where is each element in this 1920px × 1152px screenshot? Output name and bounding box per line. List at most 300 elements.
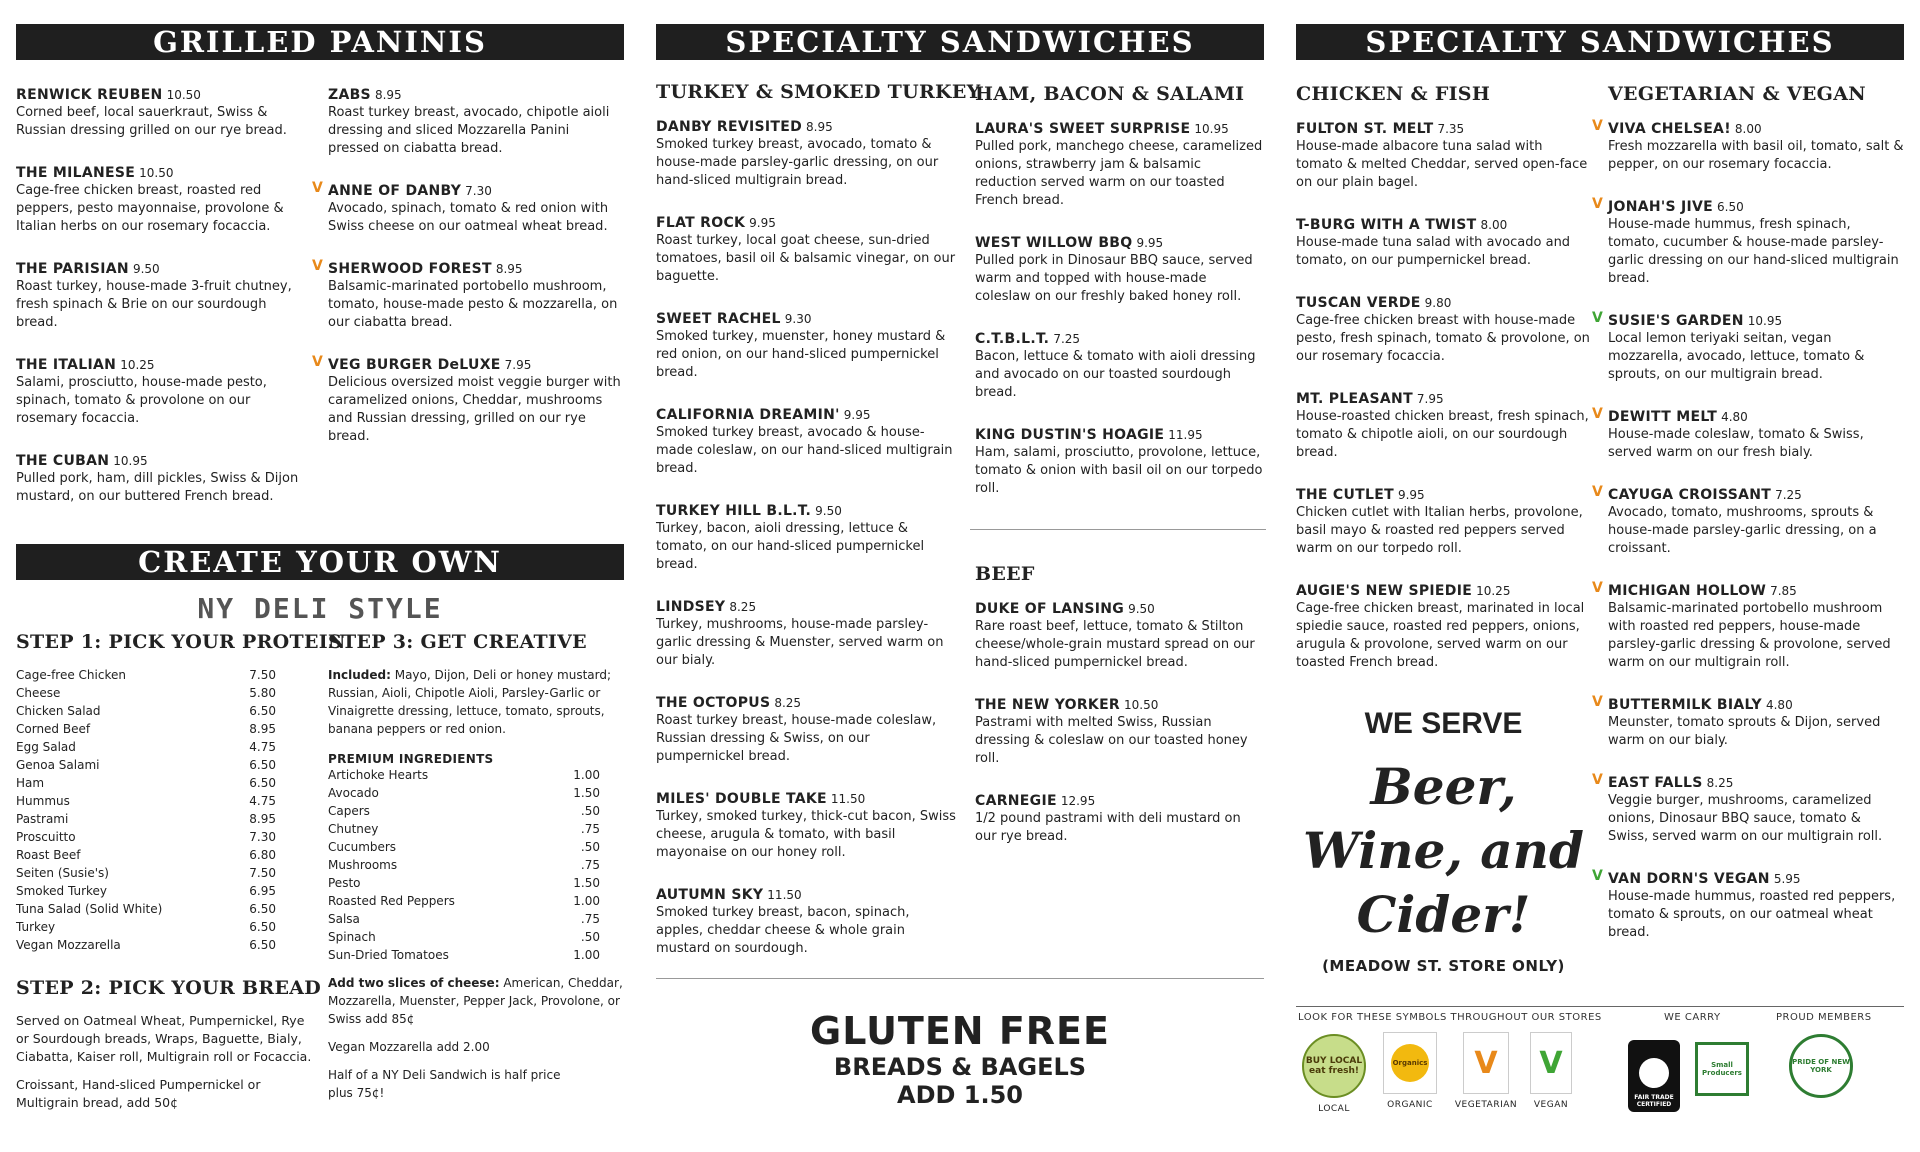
menu-item-price: 9.95 — [1136, 236, 1164, 250]
menu-item — [1592, 580, 1904, 672]
menu-item-title — [16, 450, 311, 470]
menu-item-title — [1608, 484, 1904, 504]
price-row-name: Tuna Salad (Solid White) — [16, 902, 163, 916]
step2-title: STEP 2: PICK YOUR BREAD — [16, 977, 322, 999]
vegetarian-icon: V — [312, 180, 323, 196]
menu-item — [1592, 484, 1904, 558]
price-row — [328, 820, 600, 838]
menu-item-description: House-made albacore tuna salad with tomato & melted Cheddar, served open-face on our plain bagel. — [1296, 139, 1588, 190]
menu-item-name: THE ITALIAN — [16, 357, 117, 373]
vegetarian-icon: V — [1592, 580, 1603, 596]
menu-item-description: Meunster, tomato sprouts & Dijon, served warm on our bialy. — [1608, 715, 1881, 748]
menu-item-price: 8.95 — [495, 262, 523, 276]
menu-item-description: Fresh mozzarella with basil oil, tomato, salt & pepper, on our rosemary focaccia. — [1608, 139, 1904, 172]
menu-item-price: 11.50 — [767, 888, 802, 902]
menu-item — [16, 354, 311, 428]
chicken-title: CHICKEN & FISH — [1296, 83, 1491, 105]
menu-item — [975, 328, 1265, 402]
proud-members-heading: PROUD MEMBERS — [1776, 1012, 1872, 1023]
menu-item-title — [975, 232, 1265, 252]
veg-list — [1592, 118, 1904, 942]
menu-item-name: THE MILANESE — [16, 165, 136, 181]
menu-item-name: LINDSEY — [656, 599, 726, 615]
menu-item — [16, 258, 311, 332]
menu-item — [1296, 292, 1591, 366]
menu-item-description: Roast turkey, local goat cheese, sun-dried tomatoes, basil oil & balsamic vinegar, on our baguette. — [656, 233, 956, 284]
menu-item-description: Pulled pork, ham, dill pickles, Swiss & Dijon mustard, on our buttered French bread. — [16, 471, 299, 504]
menu-item-description: Turkey, bacon, aioli dressing, lettuce & tomato, on our hand-sliced pumpernickel bread. — [656, 521, 925, 572]
price-row-name: Proscuitto — [16, 830, 76, 844]
menu-item-name: AUTUMN SKY — [656, 887, 764, 903]
menu-item-price: 7.30 — [465, 184, 492, 198]
premium-title: PREMIUM INGREDIENTS — [328, 752, 494, 766]
vegetarian-icon: V — [312, 354, 323, 370]
beef-list — [975, 598, 1265, 846]
price-row-value: 1.00 — [573, 948, 600, 962]
price-row — [328, 766, 600, 784]
price-row — [328, 874, 600, 892]
menu-item-price: 7.25 — [1775, 488, 1802, 502]
menu-item — [975, 232, 1265, 306]
menu-item-name: THE NEW YORKER — [975, 697, 1121, 713]
cheese-label: Add two slices of cheese: — [328, 976, 500, 990]
menu-item-description: Roast turkey, house-made 3-fruit chutney, fresh spinach & Brie on our sourdough bread. — [16, 279, 292, 330]
menu-item-price: 9.95 — [1397, 488, 1425, 502]
menu-item — [656, 116, 956, 190]
menu-item — [656, 596, 956, 670]
ham-list — [975, 118, 1265, 498]
menu-item-title — [1608, 868, 1904, 888]
vegetarian-caption: VEGETARIAN — [1454, 1100, 1518, 1110]
menu-item — [1592, 310, 1904, 384]
menu-item-name: THE CUBAN — [16, 453, 110, 469]
menu-item-description: Cage-free chicken breast, roasted red peppers, pesto mayonnaise, provolone & Italian herbs on our rosemary focaccia. — [16, 183, 284, 234]
price-row — [16, 756, 276, 774]
menu-item-price: 9.30 — [784, 312, 812, 326]
menu-item-title — [656, 212, 956, 232]
included-body: Mayo, Dijon, Deli or honey mustard; Russian, Aioli, Chipotle Aioli, Parsley-Garlic or Vinaigrette dressing, lettuce, tomato, sprouts, banana peppers or red onion. — [328, 668, 612, 736]
local-symbol — [1300, 1034, 1368, 1114]
price-row-value: .75 — [580, 822, 600, 836]
menu-item-price: 9.80 — [1424, 296, 1452, 310]
menu-item — [328, 84, 624, 158]
step1-title: STEP 1: PICK YOUR PROTEIN — [16, 631, 346, 653]
gf-subtitle: BREADS & BAGELS — [833, 1053, 1087, 1081]
menu-item — [1592, 772, 1904, 846]
menu-item-price: 5.95 — [1773, 872, 1801, 886]
price-row-value: 4.75 — [249, 740, 276, 754]
vegetarian-icon: V — [1592, 118, 1603, 134]
menu-item — [656, 788, 956, 862]
menu-item-title — [1608, 310, 1904, 330]
menu-item-title — [656, 404, 956, 424]
step3-title: STEP 3: GET CREATIVE — [328, 631, 587, 653]
menu-item-name: THE CUTLET — [1296, 487, 1394, 503]
menu-item-description: Smoked turkey, muenster, honey mustard & red onion, on our hand-sliced pumpernickel bread. — [656, 329, 946, 380]
price-row-name: Salsa — [328, 912, 360, 926]
menu-item-price: 7.85 — [1770, 584, 1797, 598]
price-row-value: 5.80 — [249, 686, 276, 700]
price-row-value: 7.30 — [249, 830, 276, 844]
paninis-banner: GRILLED PANINIS — [16, 24, 624, 60]
vegan-mozz-text: Vegan Mozzarella add 2.00 — [328, 1040, 490, 1054]
menu-item-title — [1608, 406, 1904, 426]
menu-item-name: VIVA CHELSEA! — [1608, 121, 1731, 137]
menu-item-description: Rare roast beef, lettuce, tomato & Stilton cheese/whole-grain mustard spread on our hand-sliced pumpernickel bread. — [975, 619, 1255, 670]
divider — [1296, 1006, 1904, 1007]
create-banner: CREATE YOUR OWN — [16, 544, 624, 580]
paninis-right-list — [312, 84, 624, 468]
menu-item-name: WEST WILLOW BBQ — [975, 235, 1133, 251]
turkey-title: TURKEY & SMOKED TURKEY — [656, 81, 981, 103]
menu-item-price: 10.25 — [120, 358, 155, 372]
organic-caption: ORGANIC — [1387, 1100, 1433, 1110]
price-row-value: 7.50 — [249, 668, 276, 682]
price-row-name: Chicken Salad — [16, 704, 101, 718]
menu-item-name: EAST FALLS — [1608, 775, 1703, 791]
paninis-left-list — [16, 84, 311, 528]
menu-item-name: CALIFORNIA DREAMIN' — [656, 407, 840, 423]
menu-item-title — [656, 500, 956, 520]
menu-item-price: 9.50 — [132, 262, 160, 276]
menu-item — [16, 162, 311, 236]
menu-item-name: KING DUSTIN'S HOAGIE — [975, 427, 1165, 443]
menu-item-title — [16, 84, 311, 104]
menu-item-title — [656, 884, 956, 904]
menu-item-price: 6.50 — [1717, 200, 1744, 214]
turkey-section — [656, 80, 981, 980]
menu-item-price: 10.95 — [113, 454, 148, 468]
price-row-name: Ham — [16, 776, 45, 790]
menu-item-name: MICHIGAN HOLLOW — [1608, 583, 1767, 599]
menu-item — [312, 258, 624, 332]
included-label: Included: — [328, 668, 391, 682]
symbols-heading: LOOK FOR THESE SYMBOLS THROUGHOUT OUR STORES — [1298, 1012, 1602, 1023]
menu-item-name: SWEET RACHEL — [656, 311, 781, 327]
menu-item — [1592, 118, 1904, 174]
price-row — [328, 928, 600, 946]
menu-item-description: Avocado, spinach, tomato & red onion with Swiss cheese on our oatmeal wheat bread. — [328, 201, 609, 234]
price-row-value: 1.00 — [573, 894, 600, 908]
turkey-list — [656, 116, 956, 958]
menu-item-description: Salami, prosciutto, house-made pesto, spinach, tomato & provolone on our rosemary focaccia. — [16, 375, 267, 426]
divider — [970, 529, 1266, 530]
column-specialty-2 — [1296, 24, 1904, 1114]
menu-item-price: 7.95 — [1416, 392, 1444, 406]
price-row — [328, 838, 600, 856]
menu-item-price: 9.50 — [815, 504, 842, 518]
protein-table — [16, 666, 276, 954]
menu-item-name: FULTON ST. MELT — [1296, 121, 1434, 137]
menu-item-name: MT. PLEASANT — [1296, 391, 1413, 407]
menu-item — [656, 884, 956, 958]
vegetarian-icon: V — [312, 258, 323, 274]
menu-item-description: Roast turkey breast, avocado, chipotle aioli dressing and sliced Mozzarella Panini pressed on ciabatta bread. — [328, 105, 610, 156]
price-row-value: 8.95 — [249, 722, 276, 736]
menu-item — [656, 692, 956, 766]
price-row — [16, 666, 276, 684]
price-row-value: .75 — [580, 912, 600, 926]
menu-item-price: 4.80 — [1765, 698, 1793, 712]
menu-item-price: 9.95 — [843, 408, 871, 422]
menu-item — [975, 694, 1265, 768]
menu-item-description: Balsamic-marinated portobello mushroom with roasted red peppers, house-made parsley-garlic dressing & provolone, served warm on our multigrain roll. — [1608, 601, 1891, 670]
menu-item-price: 8.95 — [806, 120, 833, 134]
menu-item-description: Smoked turkey breast, bacon, spinach, apples, cheddar cheese & whole grain mustard on sourdough. — [656, 905, 910, 956]
price-row-value: 6.95 — [249, 884, 276, 898]
menu-item-description: House-made coleslaw, tomato & Swiss, served warm on our fresh bialy. — [1608, 427, 1864, 460]
leaf-v-icon: V — [1539, 1045, 1563, 1081]
menu-item — [1296, 580, 1591, 672]
menu-item-description: House-roasted chicken breast, fresh spinach, tomato & chipotle aioli, on our sourdough bread. — [1296, 409, 1589, 460]
price-row-name: Smoked Turkey — [16, 884, 108, 898]
menu-item-name: LAURA'S SWEET SURPRISE — [975, 121, 1191, 137]
menu-item-title — [1296, 292, 1591, 312]
price-row-name: Roast Beef — [16, 848, 81, 862]
price-row-name: Chutney — [328, 822, 379, 836]
menu-item-title — [1296, 388, 1591, 408]
menu-item-name: T-BURG WITH A TWIST — [1296, 217, 1477, 233]
organic-icon — [1383, 1032, 1437, 1094]
organic-symbol — [1380, 1032, 1440, 1110]
menu-item-title — [656, 596, 956, 616]
menu-item-name: VEG BURGER DeLUXE — [328, 357, 501, 373]
pride-of-ny-symbol — [1786, 1034, 1856, 1098]
menu-item — [1296, 214, 1591, 270]
menu-item-name: DANBY REVISITED — [656, 119, 803, 135]
menu-item-title — [975, 424, 1265, 444]
price-row-name: Cheese — [16, 686, 61, 700]
price-row — [328, 784, 600, 802]
menu-item-description: Cage-free chicken breast with house-made pesto, fresh spinach, tomato & provolone, on our rosemary focaccia. — [1296, 313, 1590, 364]
step2-text: Served on Oatmeal Wheat, Pumpernickel, Rye or Sourdough breads, Wraps, Baguette, Bialy, Ciabatta, Kaiser roll, Multigrain roll or Focaccia. — [16, 1013, 312, 1064]
pride-of-ny-icon: PRIDE OF NEW YORK — [1789, 1034, 1853, 1098]
price-row-value: 1.50 — [573, 876, 600, 890]
organic-label: Organics — [1391, 1044, 1429, 1082]
menu-item-price: 8.00 — [1480, 218, 1508, 232]
menu-item-name: RENWICK REUBEN — [16, 87, 163, 103]
vegan-icon: V — [1592, 310, 1603, 326]
buy-local-icon: BUY LOCAL eat fresh! — [1302, 1034, 1366, 1098]
price-row-name: Avocado — [328, 786, 379, 800]
menu-item-description: Chicken cutlet with Italian herbs, provolone, basil mayo & roasted red peppers served warm on our torpedo roll. — [1296, 505, 1583, 556]
menu-item-price: 10.50 — [166, 88, 201, 102]
menu-item-description: House-made tuna salad with avocado and tomato, on our pumpernickel bread. — [1296, 235, 1571, 268]
menu-item-title — [1608, 580, 1904, 600]
price-row-name: Seiten (Susie's) — [16, 866, 109, 880]
menu-item-price: 8.00 — [1734, 122, 1762, 136]
cheese-body: American, Cheddar, Mozzarella, Muenster, Pepper Jack, Provolone, or Swiss add 85¢ — [328, 976, 623, 1026]
menu-item-title — [975, 790, 1265, 810]
menu-item-name: BUTTERMILK BIALY — [1608, 697, 1762, 713]
menu-item-description: House-made hummus, fresh spinach, tomato, cucumber & house-made parsley-garlic dressing on our hand-sliced multigrain bread. — [1608, 217, 1899, 286]
vegetarian-icon — [1463, 1032, 1509, 1094]
fair-trade-symbol — [1626, 1040, 1682, 1112]
price-row-name: Artichoke Hearts — [328, 768, 429, 782]
menu-item-title — [1296, 118, 1591, 138]
veg-title: VEGETARIAN & VEGAN — [1608, 83, 1866, 105]
gluten-free-block — [656, 1009, 1264, 1109]
price-row-value: 6.80 — [249, 848, 276, 862]
menu-item-title — [1296, 214, 1591, 234]
menu-item-description: Pulled pork, manchego cheese, caramelized onions, strawberry jam & balsamic reduction served warm on our toasted French bread. — [975, 139, 1263, 208]
premium-table — [328, 766, 600, 964]
beef-title: BEEF — [975, 563, 1035, 585]
create-subtitle: NY DELI STYLE — [197, 592, 443, 625]
menu-item-name: MILES' DOUBLE TAKE — [656, 791, 827, 807]
price-row-value: .50 — [580, 840, 600, 854]
menu-item-title — [1296, 580, 1591, 600]
price-row-value: .50 — [580, 930, 600, 944]
vegetarian-icon: V — [1592, 196, 1603, 212]
menu-item-price: 8.95 — [374, 88, 402, 102]
menu-item-title — [16, 162, 311, 182]
price-row — [16, 936, 276, 954]
price-row-name: Mushrooms — [328, 858, 398, 872]
we-serve-title: WE SERVE — [1364, 707, 1523, 740]
price-row — [328, 802, 600, 820]
price-row-name: Hummus — [16, 794, 70, 808]
price-row — [16, 828, 276, 846]
menu-item-price: 9.95 — [749, 216, 776, 230]
price-row-name: Pastrami — [16, 812, 69, 826]
price-row-value: .50 — [580, 804, 600, 818]
menu-item-name: THE OCTOPUS — [656, 695, 771, 711]
menu-item — [656, 500, 956, 574]
step2-addon: Croissant, Hand-sliced Pumpernickel or Multigrain bread, add 50¢ — [16, 1077, 261, 1110]
menu-item — [1296, 484, 1591, 558]
fair-trade-label: FAIR TRADE CERTIFIED — [1634, 1094, 1674, 1108]
menu-item-name: C.T.B.L.T. — [975, 331, 1050, 347]
menu-item — [16, 450, 311, 506]
price-row — [16, 810, 276, 828]
menu-item-name: SHERWOOD FOREST — [328, 261, 492, 277]
menu-item — [312, 354, 624, 446]
price-row-value: 8.95 — [249, 812, 276, 826]
menu-item — [656, 404, 956, 478]
menu-item-description: Roast turkey breast, house-made coleslaw, Russian dressing & Swiss, on our pumpernickel bread. — [656, 713, 937, 764]
vegan-caption: VEGAN — [1533, 1100, 1569, 1110]
menu-item-name: DEWITT MELT — [1608, 409, 1718, 425]
vegan-icon — [1530, 1032, 1572, 1094]
vegetarian-icon: V — [1592, 406, 1603, 422]
menu-item-price: 11.95 — [1168, 428, 1203, 442]
menu-item-description: 1/2 pound pastrami with deli mustard on our rye bread. — [975, 811, 1241, 844]
menu-item-title — [1608, 694, 1904, 714]
price-row-value: 4.75 — [249, 794, 276, 808]
column-paninis — [16, 24, 624, 1110]
price-row-value: 7.50 — [249, 866, 276, 880]
chicken-section — [1296, 82, 1591, 694]
price-row-name: Spinach — [328, 930, 376, 944]
menu-item-price: 7.25 — [1053, 332, 1081, 346]
price-row-value: 6.50 — [249, 938, 276, 952]
menu-item-name: ZABS — [328, 87, 371, 103]
menu-item-title — [656, 308, 956, 328]
price-row-name: Pesto — [328, 876, 361, 890]
menu-item-title — [1296, 484, 1591, 504]
menu-item-price: 8.25 — [774, 696, 802, 710]
menu-item-price: 10.50 — [139, 166, 174, 180]
menu-item-title — [656, 116, 956, 136]
menu-item-name: TUSCAN VERDE — [1296, 295, 1421, 311]
menu-item-name: ANNE OF DANBY — [328, 183, 462, 199]
menu-item-name: CAYUGA CROISSANT — [1608, 487, 1772, 503]
price-row-value: 6.50 — [249, 902, 276, 916]
price-row-value: 1.50 — [573, 786, 600, 800]
price-row-name: Roasted Red Peppers — [328, 894, 455, 908]
menu-item-description: Local lemon teriyaki seitan, vegan mozzarella, avocado, lettuce, tomato & sprouts, on our multigrain bread. — [1608, 331, 1865, 382]
we-serve-script: Beer, Wine, and Cider! — [1303, 757, 1584, 944]
gf-title: GLUTEN FREE — [810, 1009, 1110, 1053]
price-row — [328, 910, 600, 928]
menu-item-name: JONAH'S JIVE — [1608, 199, 1714, 215]
price-row-name: Genoa Salami — [16, 758, 100, 772]
price-row — [16, 738, 276, 756]
price-row — [16, 900, 276, 918]
price-row-name: Vegan Mozzarella — [16, 938, 121, 952]
menu-item-price: 11.50 — [830, 792, 866, 806]
menu-item-price: 10.95 — [1194, 122, 1229, 136]
price-row — [16, 918, 276, 936]
price-row-name: Turkey — [16, 920, 56, 934]
fair-trade-icon — [1628, 1040, 1680, 1112]
price-row — [16, 720, 276, 738]
menu-item-title — [975, 598, 1265, 618]
menu-item — [1592, 694, 1904, 750]
vegan-icon: V — [1592, 868, 1603, 884]
menu-item — [975, 424, 1265, 498]
menu-item-title — [328, 354, 624, 374]
menu-item — [975, 598, 1265, 672]
menu-item-description: Pulled pork in Dinosaur BBQ sauce, served warm and topped with house-made coleslaw on our freshly baked honey roll. — [975, 253, 1253, 304]
menu-item — [656, 308, 956, 382]
menu-item-title — [656, 692, 956, 712]
included-text — [328, 666, 624, 738]
menu-item-description: Cage-free chicken breast, marinated in local spiedie sauce, roasted red peppers, onions, arugula & provolone, served warm on our toasted French bread. — [1296, 601, 1585, 670]
chicken-list — [1296, 118, 1591, 672]
vegan-symbol — [1526, 1032, 1576, 1110]
menu-item-title — [328, 180, 624, 200]
carrot-icon: V — [1474, 1045, 1498, 1081]
price-row — [16, 702, 276, 720]
vegetarian-icon: V — [1592, 484, 1603, 500]
step2-section — [16, 976, 322, 1112]
menu-item-price: 9.50 — [1128, 602, 1155, 616]
menu-item-title — [975, 694, 1265, 714]
menu-item-description: Delicious oversized moist veggie burger with caramelized onions, Cheddar, mushrooms and Russian dressing, grilled on our rye bread. — [328, 375, 621, 444]
menu-item — [975, 118, 1265, 210]
menu-item — [1592, 196, 1904, 288]
menu-item-description: Pastrami with melted Swiss, Russian dressing & coleslaw on our toasted honey roll. — [975, 715, 1248, 766]
menu-item — [1592, 868, 1904, 942]
price-row — [328, 946, 600, 964]
price-row — [16, 882, 276, 900]
price-row — [16, 846, 276, 864]
menu-item-title — [16, 258, 311, 278]
menu-item-description: Smoked turkey breast, avocado, tomato & house-made parsley-garlic dressing, on our hand-sliced multigrain bread. — [656, 137, 939, 188]
ham-section — [975, 82, 1265, 520]
price-row — [328, 856, 600, 874]
menu-item-name: THE PARISIAN — [16, 261, 129, 277]
menu-item — [1296, 388, 1591, 462]
vegetarian-icon: V — [1592, 772, 1603, 788]
half-price-text: Half of a NY Deli Sandwich is half price plus 75¢! — [328, 1068, 561, 1100]
price-row-value: 6.50 — [249, 758, 276, 772]
menu-item-description: Turkey, smoked turkey, thick-cut bacon, Swiss cheese, arugula & tomato, with basil mayonaise on our honey roll. — [656, 809, 956, 860]
menu-item-price: 12.95 — [1060, 794, 1096, 808]
menu-item — [656, 212, 956, 286]
